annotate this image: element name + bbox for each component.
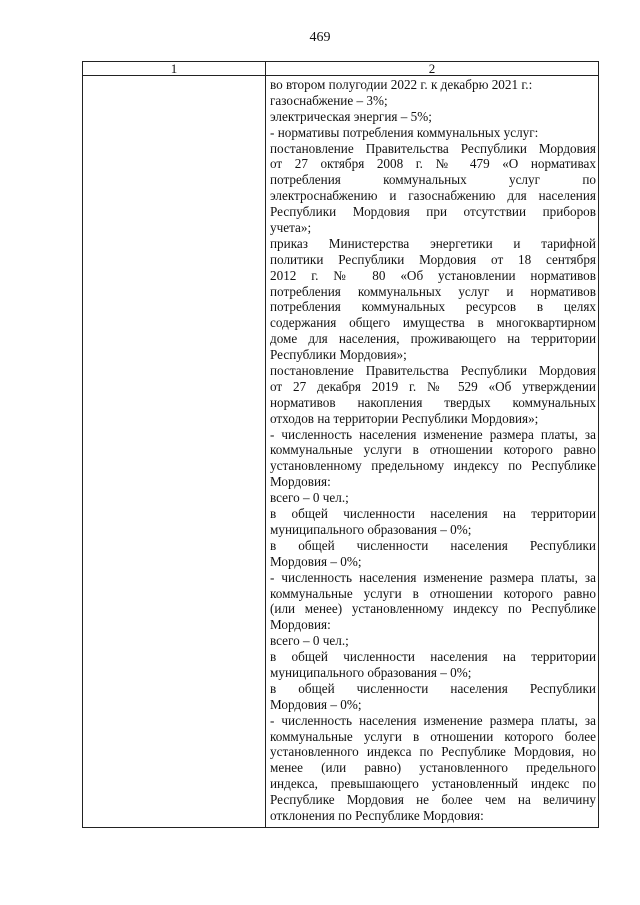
column-header-2: 2	[428, 61, 436, 76]
text-line: постановление Правительства Республики Мордовия	[270, 363, 596, 379]
text-line: менее (или равно) установленного предельного	[270, 760, 596, 776]
text-line: учета»;	[270, 220, 312, 236]
text-line: электрическая энергия – 5%;	[270, 108, 432, 124]
table-header-row	[83, 62, 598, 76]
text-line: всего – 0 чел.;	[270, 633, 349, 649]
text-line: в общей численности населения на территории	[270, 649, 596, 665]
text-line: постановление Правительства Республики Мордовия	[270, 140, 596, 156]
text-line: всего – 0 чел.;	[270, 490, 349, 506]
text-line: во втором полугодии 2022 г. к декабрю 2021 г.:	[270, 77, 533, 92]
text-line: нормативов накопления твердых коммунальных	[270, 394, 596, 410]
text-line: отходов на территории Республики Мордовия»;	[270, 410, 539, 426]
column-header-1: 1	[170, 61, 178, 76]
text-line: установленного индекса по Республике Мордовия, но	[270, 744, 596, 760]
text-line: - численность населения изменение размера платы, за	[270, 712, 596, 728]
text-line: - нормативы потребления коммунальных услуг:	[270, 124, 539, 140]
text-line: приказ Министерства энергетики и тарифной	[270, 235, 596, 251]
text-line: установленному предельному индексу по Республике	[270, 458, 596, 474]
text-line: отклонения по Республике Мордовия:	[270, 807, 484, 823]
text-line: в общей численности населения Республики	[270, 537, 596, 553]
text-line: Мордовия:	[270, 617, 331, 633]
column-divider	[265, 62, 266, 827]
column-2-content	[270, 77, 596, 824]
text-line: - численность населения изменение размера платы, за	[270, 426, 596, 442]
text-line: потребления коммунальных ресурсов в целях	[270, 299, 596, 315]
text-line: Мордовия:	[270, 474, 331, 490]
text-line: Республики Мордовия»;	[270, 347, 407, 363]
text-line: потребления коммунальных услуг и нормативов	[270, 283, 596, 299]
text-line: коммунальные услуги в отношении которого равно	[270, 585, 596, 601]
text-line: в общей численности населения Республики	[270, 680, 596, 696]
text-line: от 27 декабря 2019 г. № 529 «Об утверждении	[270, 378, 596, 394]
document-table	[82, 61, 599, 828]
text-line: (или менее) установленному индексу по Республике	[270, 601, 596, 617]
text-line: потребления коммунальных услуг по	[270, 172, 596, 188]
text-line: содержания общего имущества в многоквартирном	[270, 315, 596, 331]
text-line: муниципального образования – 0%;	[270, 664, 472, 680]
text-line: от 27 октября 2008 г. № 479 «О нормативах	[270, 156, 596, 172]
text-line: - численность населения изменение размера платы, за	[270, 569, 596, 585]
text-line: газоснабжение – 3%;	[270, 92, 388, 108]
page-number: 469	[309, 30, 331, 45]
text-line: коммунальные услуги в отношении которого более	[270, 728, 596, 744]
text-line: Мордовия – 0%;	[270, 553, 362, 569]
text-line: Республике Мордовия не более чем на величину	[270, 792, 596, 808]
text-line: политики Республики Мордовия от 18 сентября	[270, 251, 596, 267]
text-line: муниципального образования – 0%;	[270, 521, 472, 537]
text-line: индекса, превышающего установленный индекс по	[270, 776, 596, 792]
text-line: в общей численности населения на территории	[270, 506, 596, 522]
text-line: Мордовия – 0%;	[270, 696, 362, 712]
text-line: 2012 г. № 80 «Об установлении нормативов	[270, 267, 596, 283]
text-line: доме для населения, проживающего на территории	[270, 331, 596, 347]
text-line: Республики Мордовия при отсутствии приборов	[270, 204, 596, 220]
text-line: коммунальные услуги в отношении которого равно	[270, 442, 596, 458]
text-line: электроснабжению и газоснабжению для населения	[270, 188, 596, 204]
